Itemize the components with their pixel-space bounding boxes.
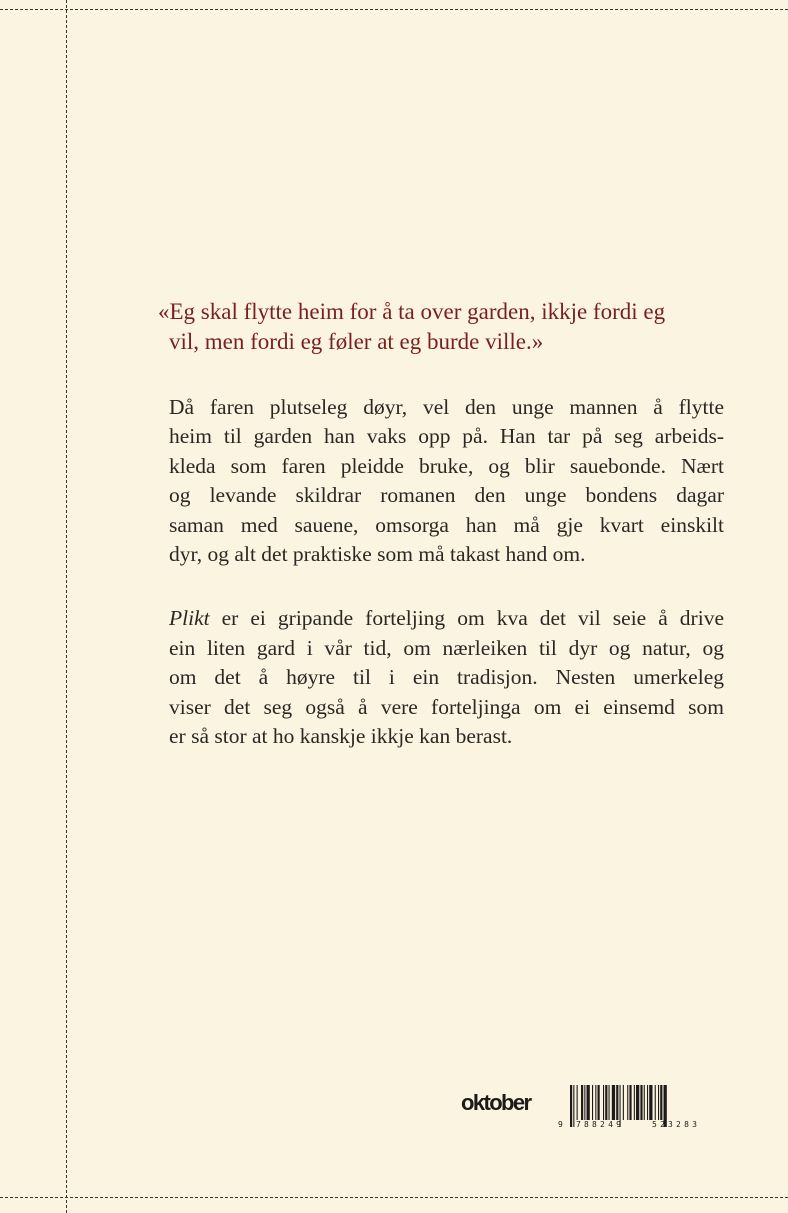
barcode-bar bbox=[581, 1085, 583, 1120]
pull-quote-line-2: vil, men fordi eg føler at eg burde ville.» bbox=[169, 329, 544, 354]
barcode-digits-left: 788249 bbox=[576, 1120, 625, 1129]
barcode-bar bbox=[640, 1085, 642, 1120]
barcode-bar bbox=[660, 1085, 662, 1120]
paragraph-2-line: ein liten gard i vår tid, om nærleiken til dyr og natur, og bbox=[169, 635, 724, 660]
bottom-dashed-cut-line bbox=[0, 1197, 788, 1198]
publisher-logo: oktober bbox=[461, 1090, 531, 1115]
paragraph-1-line: og levande skildrar romanen den unge bondens dagar bbox=[169, 483, 724, 508]
pull-quote bbox=[158, 297, 724, 357]
barcode-bar bbox=[577, 1085, 578, 1120]
barcode-bar bbox=[612, 1085, 615, 1120]
barcode-bar bbox=[634, 1085, 635, 1120]
top-dashed-cut-line bbox=[0, 9, 788, 10]
barcode-lead-digit: 9 bbox=[558, 1120, 563, 1129]
paragraph-1-line: saman med sauene, omsorga han må gje kvart einskilt bbox=[169, 512, 724, 537]
left-dashed-cut-line bbox=[66, 0, 67, 1213]
barcode-bar bbox=[658, 1085, 659, 1120]
paragraph-1-line: Då faren plutseleg døyr, vel den unge mannen å flytte bbox=[169, 395, 724, 419]
barcode-bar bbox=[647, 1085, 648, 1120]
barcode-bar bbox=[636, 1085, 639, 1120]
barcode-bar bbox=[598, 1085, 600, 1120]
barcode-bar bbox=[587, 1085, 590, 1120]
barcode-digits-right: 523283 bbox=[652, 1120, 701, 1129]
paragraph-2-line bbox=[169, 604, 724, 633]
barcode-bar bbox=[616, 1085, 618, 1120]
isbn-barcode bbox=[556, 1083, 726, 1133]
blurb bbox=[158, 297, 724, 751]
paragraph-1-line: kleda som faren pleidde bruke, og blir sauebonde. Nært bbox=[169, 453, 724, 478]
barcode-bar bbox=[649, 1085, 652, 1120]
barcode-bar bbox=[595, 1085, 596, 1120]
barcode-bar bbox=[623, 1085, 624, 1120]
paragraph-1-line: dyr, og alt det praktiske som må takast hand om. bbox=[169, 542, 586, 567]
barcode-bar bbox=[570, 1085, 572, 1127]
barcode-bar bbox=[603, 1085, 604, 1120]
paragraph-2-line: er så stor at ho kanskje ikkje kan berast. bbox=[169, 724, 513, 749]
barcode-bar bbox=[592, 1085, 593, 1120]
barcode-bar bbox=[644, 1085, 645, 1120]
barcode-bar bbox=[573, 1085, 574, 1127]
barcode-bar bbox=[627, 1085, 628, 1120]
barcode-bar bbox=[605, 1085, 607, 1120]
barcode-bar bbox=[584, 1085, 585, 1120]
paragraph-1-line: heim til garden han vaks opp på. Han tar på seg arbeids- bbox=[169, 424, 724, 449]
description-paragraph-1 bbox=[158, 393, 724, 569]
barcode-bar bbox=[629, 1085, 631, 1120]
barcode-bar bbox=[655, 1085, 656, 1120]
paragraph-2-line-1-text: er ei gripande forteljing om kva det vil seie å drive bbox=[209, 606, 724, 631]
paragraph-2-line: viser det seg også å vere forteljinga om ei einsemd som bbox=[169, 694, 724, 719]
barcode-bar bbox=[609, 1085, 610, 1120]
description-paragraph-2 bbox=[158, 604, 724, 751]
pull-quote-line-1: «Eg skal flytte heim for å ta over garden, ikkje fordi eg bbox=[158, 299, 666, 324]
paragraph-2-line: om det å høyre til i ein tradisjon. Nesten umerkeleg bbox=[169, 665, 724, 690]
book-title: Plikt bbox=[169, 606, 210, 631]
